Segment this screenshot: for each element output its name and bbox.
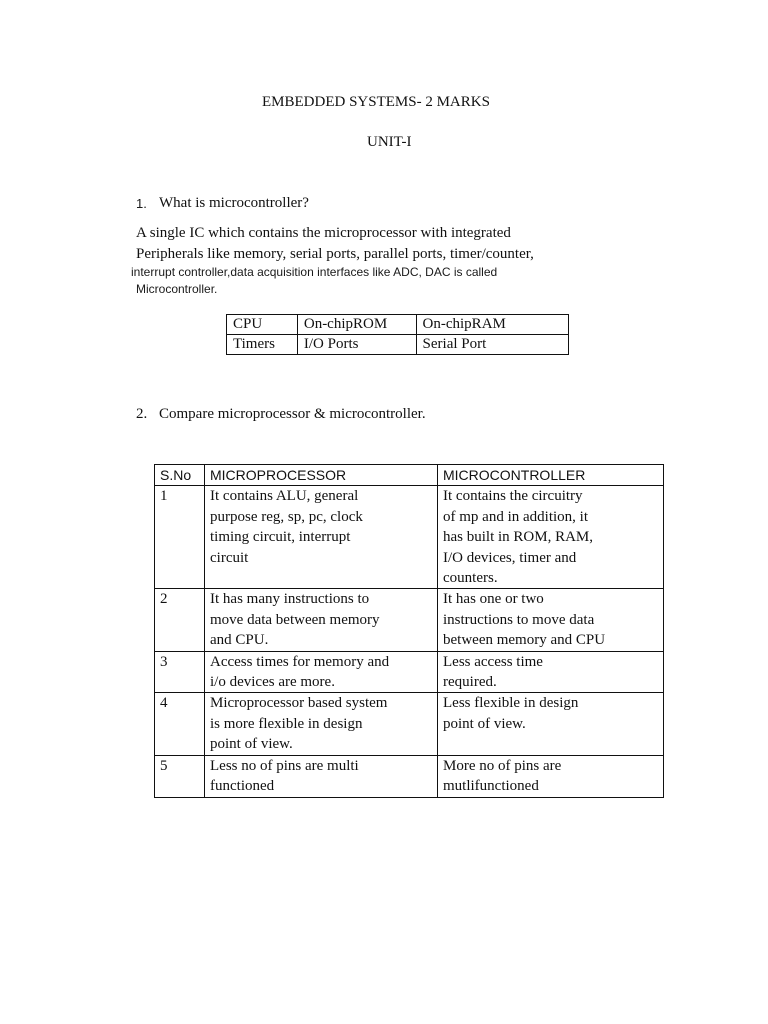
cell-line: is more flexible in design: [210, 715, 363, 732]
row-microcontroller: [438, 486, 664, 589]
table-row: [227, 335, 569, 355]
cell-line: instructions to move data: [443, 611, 595, 628]
table-row: [155, 693, 664, 755]
answer-1-line-2: Peripherals like memory, serial ports, parallel ports, timer/counter,: [136, 246, 534, 262]
cell-line: Less access time: [443, 653, 543, 670]
cell-line: It has many instructions to: [210, 591, 370, 608]
cell-line: i/o devices are more.: [210, 674, 335, 691]
unit-heading: UNIT-I: [367, 134, 412, 150]
answer-1-line-3: interrupt controller,data acquisition interfaces like ADC, DAC is called: [131, 265, 498, 279]
cell-line: More no of pins are: [443, 757, 562, 774]
table-row: [155, 486, 664, 589]
row-microcontroller: [438, 755, 664, 797]
table-row: [155, 651, 664, 693]
question-2-text: Compare microprocessor & microcontroller.: [159, 406, 426, 422]
cell-line: has built in ROM, RAM,: [443, 529, 594, 546]
row-microcontroller: [438, 693, 664, 755]
cell-line: between memory and CPU: [443, 632, 606, 649]
cell-line: It has one or two: [443, 591, 544, 608]
comparison-table: [154, 464, 664, 798]
question-2-number: 2.: [136, 406, 148, 422]
table-cell: CPU: [227, 315, 298, 335]
row-sno: 1: [155, 486, 205, 589]
row-sno: 5: [155, 755, 205, 797]
table-cell: On-chipRAM: [416, 315, 568, 335]
cell-line: of mp and in addition, it: [443, 508, 588, 525]
cell-line: It contains ALU, general: [210, 488, 359, 505]
question-1-number: 1.: [136, 196, 147, 211]
cell-line: Less no of pins are multi: [210, 757, 359, 774]
row-microprocessor: [205, 589, 438, 651]
row-sno: 4: [155, 693, 205, 755]
table-row: [155, 755, 664, 797]
table-cell: On-chipROM: [297, 315, 416, 335]
question-1-text: What is microcontroller?: [159, 195, 309, 211]
cell-line: Microprocessor based system: [210, 695, 388, 712]
cell-line: mutlifunctioned: [443, 778, 539, 795]
header-sno: S.No: [155, 465, 205, 486]
row-microprocessor: [205, 486, 438, 589]
answer-1-line-1: A single IC which contains the microprocessor with integrated: [136, 225, 511, 241]
cell-line: required.: [443, 674, 497, 691]
row-sno: 2: [155, 589, 205, 651]
row-microprocessor: [205, 755, 438, 797]
row-microcontroller: [438, 589, 664, 651]
cell-line: functioned: [210, 778, 275, 795]
cell-line: counters.: [443, 570, 498, 587]
row-microprocessor: [205, 693, 438, 755]
cell-line: move data between memory: [210, 611, 380, 628]
table-row: [227, 315, 569, 335]
cell-line: I/O devices, timer and: [443, 549, 577, 566]
table-row: [155, 589, 664, 651]
cell-line: timing circuit, interrupt: [210, 529, 351, 546]
row-microprocessor: [205, 651, 438, 693]
cell-line: point of view.: [443, 715, 526, 732]
cell-line: purpose reg, sp, pc, clock: [210, 508, 363, 525]
peripheral-table: [226, 314, 569, 355]
table-header-row: [155, 465, 664, 486]
document-title: EMBEDDED SYSTEMS- 2 MARKS: [262, 94, 490, 110]
table-cell: I/O Ports: [297, 335, 416, 355]
header-microprocessor: MICROPROCESSOR: [205, 465, 438, 486]
cell-line: Less flexible in design: [443, 695, 579, 712]
row-sno: 3: [155, 651, 205, 693]
cell-line: and CPU.: [210, 632, 269, 649]
row-microcontroller: [438, 651, 664, 693]
cell-line: point of view.: [210, 736, 293, 753]
table-cell: Serial Port: [416, 335, 568, 355]
cell-line: circuit: [210, 549, 249, 566]
table-cell: Timers: [227, 335, 298, 355]
cell-line: It contains the circuitry: [443, 488, 583, 505]
cell-line: Access times for memory and: [210, 653, 390, 670]
header-microcontroller: MICROCONTROLLER: [438, 465, 664, 486]
answer-1-line-4: Microcontroller.: [136, 282, 218, 296]
